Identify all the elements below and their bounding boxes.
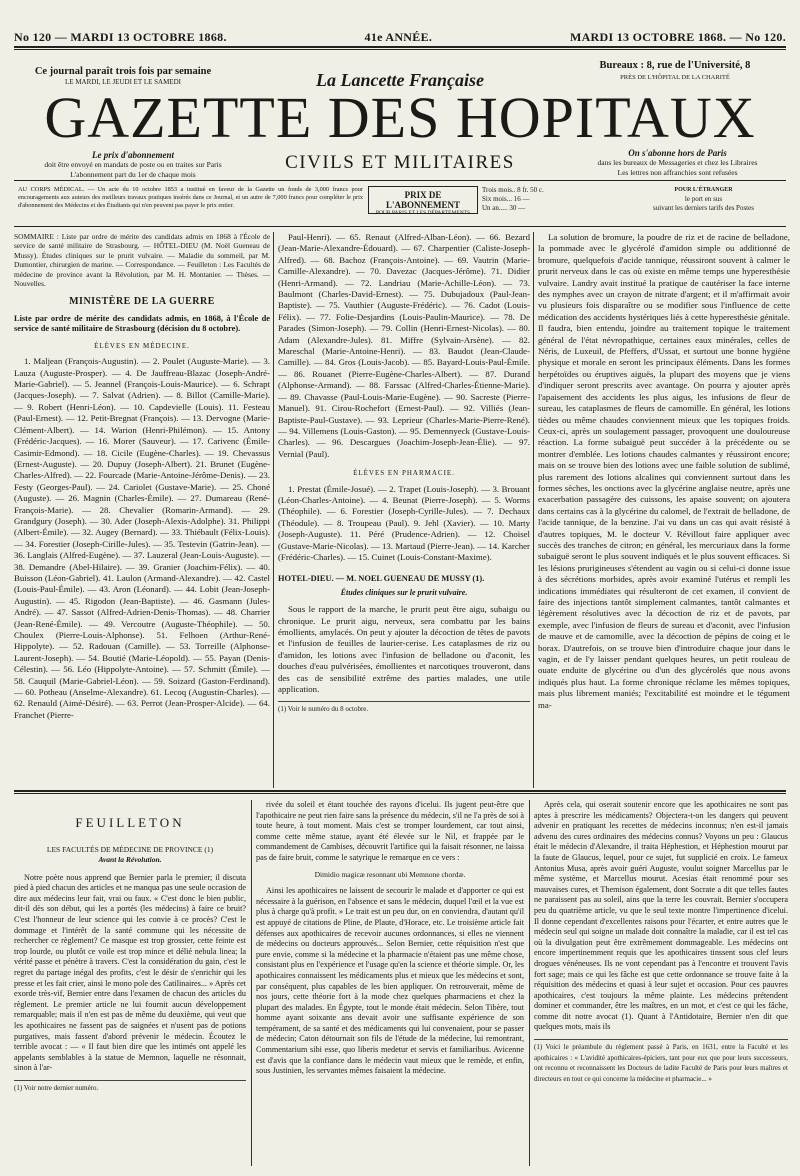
- fac-title: LES FACULTÉS DE MÉDECINE DE PROVINCE (1): [46, 844, 214, 854]
- article-continuation: La solution de bromure, la poudre de riz et de racine de belladone, la pommade avec le glycérolé d'amidon simple ou additionné de bromure, quelquefois d'acide tannique, réussiront souvent à calmer le prurit nerveux dans le cas où existe en même temps une hyperesthésie vulvaire. Landry avait institué la pratique de cautériser la face interne des nymphes avec un crayon de nitrate d'argent; et il m'affirmait avoir vu plusieurs fois disparaître ou se modifier sous l'influence de cette médication des accidents hystériques liés à cette hyperesthésie génitale. Il faudra, bien entendu, joindre au traitement topique le traitement général de l'état névropathique, certaines eaux minérales, celles de Néris, de Luxeuil, de Pfeffers, d'Ussat, et surtout une bonne hygiène physique et morale en seront les principaux éléments. Dans les formes herpétoïdes ou éruptives aiguës, la plupart des moyens que je viens d'indiquer seront prescrits avec avantage. On pourra y ajouter après l'apaisement des accidents les plus aigus, les infusions de fleur de sureau, les cataplasmes de fleurs de camomille. En général, les lotions tièdes ou même chaudes conviennent mieux que les topiques froids. Ceux-ci, après un soulagement passager, provoquent une douloureuse réaction. La forme subaiguë peut succéder à la précédente ou se montrer d'emblée. Les lotions chaudes calmantes y réussiront encore; mais on se trouve bien des lotions avec une faible solution de sublimé, plus rarement des lotions alcalines qui conviennent surtout dans les formes sèches, les onctions avec la glycérine anglaise neutre, après une exacerbation passagère des cuissons, les apaise souvent; on ajoutera dans certains cas à la glycérine du calomel, de l'extrait de belladone, de l'acide tannique, de la benzine. J'ai vu dans un cas qui avait résisté à d'autres topiques, M. le docteur V. Révillout faire appliquer avec succès des tranches de citron; en général, les mercuriaux dans la forme subaiguë seront le plus souvent indiqués et le plus souvent efficaces. Si les lésions prurigineuses s'étendent au vagin ou si celui-ci donne issue à des sécrétions morbides, après avoir examiné l'utérus et rempli les indications immédiates qui résulteront de cet examen, il convient de faire des injections tantôt simplement calmantes, tantôt calmantes et légèrement résolutives avec la décoction de riz et de pavots, par exemple, avec l'infusion de fleurs de sureau et d'aconit, avec l'infusion de mauve et de camomille, avec la décoction de pépins de coing et le borax. D'autrefois, on se trouve bien d'introduire chaque jour dans le vagin, et de l'y laisser pendant quelques heures, un petit rouleau de ouate enduite de glycérine ou d'un des glycérolés que nous avons indiqués plus haut. La forme chronique réclame les mêmes topiques, mais plus librement maniés; l'excitabilité est moindre et le tégument ma-: [538, 232, 790, 710]
- footnote: (1) Voir notre dernier numéro.: [14, 1080, 246, 1094]
- feuilleton-column-1: [14, 800, 246, 1170]
- etranger-line: suivant les derniers tarifs des Postes: [653, 204, 754, 212]
- abon-right-head: On s'abonne hors de Paris: [628, 148, 727, 158]
- footnote: (1) Voir le numéro du 8 octobre.: [278, 701, 530, 715]
- column-3: [538, 232, 790, 792]
- abon-left-line: L'abonnement part du 1er de chaque mois: [70, 170, 196, 179]
- section-heading-ministere: MINISTÈRE DE LA GUERRE: [69, 296, 215, 308]
- issue-left: No 120 — MARDI 13 OCTOBRE 1868.: [14, 30, 227, 44]
- prix-row: Trois mois.. 8 fr. 50 c.: [482, 186, 544, 194]
- column-divider: [529, 800, 530, 1166]
- etranger-line: le port en sus: [684, 195, 723, 203]
- feuilleton-title: FEUILLETON: [75, 815, 185, 830]
- prix-row: Six mois... 16 —: [482, 195, 530, 203]
- hotel-dieu-subtitle: Études cliniques sur le prurit vulvaire.: [340, 587, 468, 597]
- prix-rows: [482, 186, 612, 213]
- pharmacie-list: 1. Prestat (Émile-Josué). — 2. Trapet (Louis-Joseph). — 3. Brouant (Léon-Charles-Antoine). — 4. Beunat (Pierre-Joseph). — 5. Worms (Théophile). — 6. Forestier (Joseph-Cyrille-Jules). — 7. Dechaux (Théodule). — 8. Troupeau (Paul). 9. Jehl (Xavier). — 10. Marty (Joseph-Auguste). 11. Péré (Prudence-Adrien). — 12. Choisel (Gustave-Marie-Nicolas). — 13. Martaud (Pierre-Jean). — 14. Karcher (Frédéric-Charles). — 15. Cuinet (Louis-Constant-Maxime).: [278, 483, 530, 562]
- address-line: Bureaux : 8, rue de l'Université, 8: [599, 60, 751, 71]
- prix-sub: POUR PARIS ET LES DÉPARTEMENTS: [375, 210, 471, 216]
- frequency-days: LE MARDI, LE JEUDI ET LE SAMEDI: [65, 78, 181, 86]
- issue-right: MARDI 13 OCTOBRE 1868. — No 120.: [569, 30, 786, 44]
- latin-verse: Dimidio magicæ resonnant ubi Memnone chordæ.: [314, 869, 466, 879]
- address-sub: PRÈS DE L'HÔPITAL DE LA CHARITÉ: [620, 74, 730, 81]
- newspaper-title: GAZETTE DES HOPITAUX: [44, 85, 756, 150]
- masthead-topline: [14, 30, 786, 45]
- etranger-head: POUR L'ÉTRANGER: [674, 187, 733, 193]
- feuilleton-column-3: [534, 800, 788, 1170]
- prix-row: Un an..... 30 —: [482, 204, 526, 212]
- feuilleton-rule: [14, 793, 786, 794]
- feuilleton-text: Notre poète nous apprend que Bernier parla le premier; il discuta pied à pied chacun des articles et ne manqua pas une seule occasion de dire aux médecins leur fait, vrai ou faux. « C'est donc le bien public, dit-il dès son début, qui les a portés (les médecins) à faire ce bruit? C'est l'honneur de leur science qui les convie à ce procès? C'est le dommage et l'intérêt de la santé commune qui les nécessite de rechercher ce règlement? Ce masque est trop grossier, cette feinte est trop lourde, ou plutôt ce voile est trop mince et délié nebula linea; la vérité passe et pénètre à travers. C'est la considération du gain, c'est le regret du partage inégal des profits, c'est le désir de s'enrichir qui les presse et les fait crier, ainsi le mono pole des Catilinaires... » Après cet exorde très-vif, Bernier entre dans l'examen de chacun des articles du règlement. Le premier article ne lui fournit aucun développement remarquable; mais il n'en est pas de même du deuxième, qui veut que les apothicaires ne fassent pas de saignées et n'usent pas de potions purgatives, mais fassent d'abord prévenir le médecin. Écoutez le terrible avocat : — « Il faut bien dire que les intimés ont appelé les appelants semblables à la statue de Memnon, laquelle ne résonnait, sinon à l'ar-: [14, 872, 246, 1073]
- column-1: [14, 232, 270, 792]
- abonnement-right: [565, 148, 790, 178]
- column-2: [278, 232, 530, 792]
- footnote: (1) Voici le préambule du règlement passé à Paris, en 1631, entre la Faculté et les apothicaires : « L'avidité apothicaires-épiciers, tant pour eux que pour leurs successeurs, ont reconnu et reconnaissent les Docteurs de ladite Faculté de Paris pour leurs maîtres et directeurs en tout ce qui concerne la médecine et pharmacie... »: [534, 1039, 788, 1084]
- column-divider: [533, 232, 534, 788]
- feuilleton-article-title: [14, 845, 246, 865]
- frequency-line: Ce journal paraît trois fois par semaine: [34, 66, 212, 77]
- prix-title: PRIX DE L'ABONNEMENT: [385, 190, 460, 210]
- eleves-pharmacie-heading: ÉLÈVES EN PHARMACIE.: [353, 469, 455, 478]
- hotel-dieu-article: [278, 573, 530, 715]
- eleves-list: 1. Maljean (François-Augustin). — 2. Poulet (Auguste-Marie). — 3. Lauza (Auguste-Prosper). — 4. De Jauffreau-Blazac (Joseph-André-Marie-Gabriel). — 5. Jeannel (François-Louis-Maurice). — 6. Schrapt (Jacques-Joseph). — 7. Salvat (Adrien). — 8. Billot (Camille-Marie). — 9. Robert (Henri-Léon). — 10. Capdevielle (Louis). 11. Festeau (Paul-Ernest). — 12. Petit-Bregnat (François). — 13. Dervogne (Marie-Clément-Albert). — 14. Warion (Henri-Philémon). — 15. Antony (Frédéric-Jacques). — 16. Morer (Sauveur). — 17. Carivenc (Émile-Casimir-Edmond). — 18. Cicile (Eugène-Charles). — 19. Chevassus (Ernest-Auguste). — 20. Dupuy (Joseph-Albert). 21. Brunet (Eugène-Charles-Alfred). — 22. Fourcade (Marie-Antoine-Jérôme-Denis). — 23. Festy (Georges-Paul). — 24. Cariolet (Gustave-Marie). — 25. Choné (Auguste). — 26. Magnin (Charles-Émile). — 27. Dumareau (René-François-Marie). — 28. Chevalier (Romarin-Armand). — 29. Grandgury (Joseph). — 30. Ader (Joseph-Alexis-Adolphe). 31. Philippi (Albert-Émile). — 32. Augey (Bernard). — 33. Thiébault (Félix-Louis). — 34. Forestier (Joseph-Cirille-Jules). — 35. Testevin (Gatrin-Jean). — 36. Langlais (Alfred-Eugène). — 37. Lauzeral (Jean-Louis-Auguste). — 38. Demandre (Abel-Hilaire). — 39. Granier (Joachim-Félix). — 40. Buisson (Léon-Gabriel). 41. Laulon (Armand-Alexandre). — 42. Castel (Louis-Paul-Émile). — 43. Aron (Léonard). — 44. Lobit (Jean-Joseph-Augustin). — 45. Rigodon (Jean-Baptiste). — 46. Gasmann (Jules-André). — 47. Sassot (Alfred-Adrien-Denis-Thomas). — 48. Charrier (Jean-René-Émile). — 49. Vercoutre (Auguste-Théophile). — 50. Choulex (Pierre-Louis-Alphonse). 51. Felhoen (Arthur-René-Hippolyte). — 52. Radouan (Camille). — 53. Torreille (Alphonse-Laurent-Joseph). — 54. Boutié (Marie-Léopold). — 55. Payan (Denis-Célestin). — 56. Léo (Hippolyte-Antoine). — 57. Schmitt (Émile). — 58. Cauquil (Marie-Gabriel-Léon). — 59. Soizard (Gaston-Ferdinand). — 60. Potheau (Anselme-Alexandre). 61. Lecoq (Augustin-Charles). — 62. Renauld (Aimé-Désiré). — 63. Perrot (Jean-Prosper-Alcide). — 64. Franchet (Pierre-: [14, 356, 270, 720]
- abonnement-left: [18, 150, 248, 180]
- hotel-dieu-text: Sous le rapport de la marche, le prurit peut être aigu, subaigu ou chronique. Le prurit aigu, nerveux, sera combattu par les bains émollients, amylacés. On peut y ajouter la décoction de têtes de pavots et l'infusion de feuilles de laurier-cerise. Les cataplasmes de riz ou d'amidon, les lotions avec l'infusion de belladone ou d'aconit, les douches d'eau pulvérisées, émollientes et narcotiques trouveront, dans des cas de sensibilité extrême des parties malades, une utile application.: [278, 604, 530, 695]
- feuilleton-text: Ainsi les apothicaires ne laissent de secourir le malade et d'apporter ce qui est nécessaire à la guérison, en l'absence et sans le médecin, duquel l'œil et la vue est plus à charge qu'à profit. » Le trait est un peu dur, on en conviendra, d'autant qu'il est appuyé de citations de Pline, de Plaute, d'Horace, etc. Le troisième article fait défenses aux apothicaires de recevoir aucunes ordonnances, si elles ne viennent de médecins ou docteurs approuvés... Selon Bernier, cette réquisition n'est que pure envie, comme si la médecine et la pharmacie n'étaient pas une même chose, consistant plus en l'expérience et l'usage qu'en la science et théorie simple. Or, les apothicaires connaissent les médicaments plus et mieux que les médecins et sont, par conséquent, plus capables de les bien appliquer. On retrouverait, même de nos jours, cette théorie fort à la mode chez quelques pharmaciens et chez la plupart des malades. En Égypte, tout le monde était médecin. Selon Tibère, tout homme ayant soixante ans devait avoir une suffisante expérience de son tempérament, de sa santé et des médicaments qui lui convenaient, pour se passer de médecin; Caton détournait son fils de l'étude de la médecine, lui remontrant, Commentarium sibi esse, quo liberis medetur et servis et familiaribus. Avicenne est d'avis que la confiance dans le médecin vaut mieux que le remède, et enfin, sous Justinien, les servantes mêmes faisaient la médecine.: [256, 886, 524, 1076]
- eleves-medecine-heading: ÉLÈVES EN MÉDECINE.: [94, 341, 190, 350]
- newspaper-subtitle: CIVILS ET MILITAIRES: [285, 152, 515, 173]
- abon-right-line: Les lettres non affranchies sont refusées: [617, 168, 738, 177]
- prix-etranger: [616, 186, 791, 213]
- feuilleton-rule: [14, 790, 786, 792]
- feuilleton-column-2: [256, 800, 524, 1170]
- rule: [14, 49, 786, 50]
- rule: [14, 46, 786, 48]
- fac-subtitle: Avant la Révolution.: [98, 854, 162, 864]
- feuilleton-text: Après cela, qui oserait soutenir encore que les apothicaires ne sont pas aptes à prescrire les médicaments? Objectera-t-on les dangers qui peuvent advenir en pratiquant les recettes de médecins inconnus; n'en est-il jamais advenu des cures ordinaires des médecins connus? Voyons un peu : Glaucus était le médecin d'Alexandre, il traita Héphestion, et Héphestion mourut par la faute de Glaucus, lequel, pour ce sujet, fut supplicié en croix. Le fameux Antonius Musa, après avoir guéri Auguste, voulut soigner Marcellus par le même système, et Marcellus mourut. Acesias était renommé pour ses mauvaises cures, et Themison également, dont Socrate a dit que telles fautes ne paraissent pas au soleil, ains que la terre les couvrait. Bernier s'occupera peu du quatrième article, vu que le seul texte montre l'impertinence d'icelui. Il donne cependant d'excellentes raisons pour l'écarter, et entre autres que le médecin seul qui soigne un malade doit connaître la maladie, car il est tel cas où la divulgation peut être extrêmement dommageable. Les médecins ont encore impertinemment requis que les apothicaires tinssent sous clef leurs drogues vénéneuses. Ils ne vont cependant pas à l'encontre et trouvent l'avis fort sage; mais ce qui les fâche est que cette ordonnance se trouve faite à la réquisition des médecins et quasi à leur sujet et occasion. Pour ces pauvres apothicaires, c'est toujours la même plainte. Les médecins prétendent dominer et commander, être les maîtres, en un mot, et c'est ce qui les fâche, comme dit notre avocat (1). Quant à l'Antidotaire, Bernier n'en dit que quelques mots, mais ils: [534, 800, 788, 1032]
- abon-right-line: dans les bureaux de Messageries et chez les Libraires: [597, 158, 758, 167]
- sommaire: SOMMAIRE : Liste par ordre de mérite des candidats admis en 1868 à l'École de service de santé militaire de Strasbourg. — HÔTEL-DIEU (M. Noël Gueneau de Mussy). Études cliniques sur le prurit vulvaire. — Maladie du sommeil, par M. Dumontier, chirurgien de marine. — Correspondance. — Feuilleton : Les Facultés de médecine de province avant la Révolution, par M. H. Montanier. — Thèses. — Nouvelles.: [14, 232, 270, 289]
- avis-corps-medical: AU CORPS MÉDICAL. — Un acte du 10 octobre 1853 a institué en faveur de la Gazette un fonds de 3,000 francs pour encouragements aux auteurs des meilleurs travaux pratiques insérés dans ce Journal, et un autre de 7,000 francs pour compléter le prix d'abonnement des Médecins et des Étudiants qui n'en peuvent pas payer le prix entier.: [18, 186, 363, 210]
- abon-left-head: Le prix d'abonnement: [91, 150, 174, 160]
- feuilleton-text: rivée du soleil et étant touchée des rayons d'icelui. Ils jugent peut-être que l'apothicaire ne peut rien faire sans la présence du médecin, s'il ne l'a près de soi à toute heure, à tout moment. Mais c'est se tromper lourdement, car tout ainsi, comme cette même statue, ayant été élevée sur le Nil, et frappée par le commandement de Cambises, découvrit l'artifice qui la faisait résonner, ne laissa pas de faire bruit, comme le satyrique le remarque en ce vers :: [256, 800, 524, 862]
- eleves-list-cont: Paul-Henri). — 65. Renaut (Alfred-Alban-Léon). — 66. Bezard (Jean-Marie-Alexandre-Édouard). — 67. Charpentier (Caliste-Joseph-Alfred). — 68. Bachoz (François-Antoine). — 69. Vautrin (Marie-Camille-Alexandre). — 70. Davezac (Jacques-Jérôme). 71. Didier (Henri-Armand). — 72. Landriau (Marie-Achille-Léon). — 73. Baulmont (Charles-David-Ernest). — 75. Dubujadoux (Paul-Jean-Baptiste). — 75. Vauthier (Auguste-Frédéric). — 76. Cadot (Louis-Félix). — 77. Folie-Desjardins (Louis-Paulin-Maurice). — 78. De Parades (Simon-Joseph). — 79. Collin (Henri-Ernest-Nicolas). — 80. Adam (Alexandre-Jules). 81. Miffre (Sylvain-Arsène). — 82. Mareschal (Marie-Antoine-Henri). — 83. Baudot (Jean-Claude-Camille). — 84. Gros (Louis-Jacob). — 85. Bayard-Louis-Paul-Émile. — 86. Rouanet (Pierre-Eugène-Charles-Albert). — 87. Durand (Alphonse-Armand). — 88. Farssac (Alfred-Charles-Étienne-Marie). — 89. Chavasse (Paul-Louis-Marie-Eugène). — 90. Sacreste (Pierre-Manuel). 91. Cirou-Rochefort (Ernest-Paul). — 92. Villiés (Jean-Baptiste-Paul-Gustave). — 93. Leprieur (Charles-Marie-Pierre-René). — 94. Villemens (Louis-Gaston). — 95. Demennyeck (Gustave-Louis-Charles). — 96. Descargues (Joachim-Joseph-Jean-Élie). — 97. Vernial (Paul).: [278, 232, 530, 459]
- rule: [14, 180, 786, 181]
- rule: [14, 226, 786, 227]
- column-divider: [251, 800, 252, 1166]
- prix-abonnement-box: [368, 186, 478, 214]
- abon-left-line: doit être envoyé en mandats de poste ou en traites sur Paris: [44, 160, 222, 169]
- lancette-title: La Lancette Française: [316, 70, 484, 90]
- hotel-dieu-heading: HOTEL-DIEU. — M. NOEL GUENEAU DE MUSSY (1).: [278, 574, 485, 584]
- liste-intro: Liste par ordre de mérite des candidats admis, en 1868, à l'École de service de santé militaire de Strasbourg (décision du 8 octobre).: [14, 313, 270, 334]
- column-divider: [273, 232, 274, 788]
- bureaux-address: [560, 60, 790, 84]
- annee: 41e ANNÉE.: [364, 30, 433, 44]
